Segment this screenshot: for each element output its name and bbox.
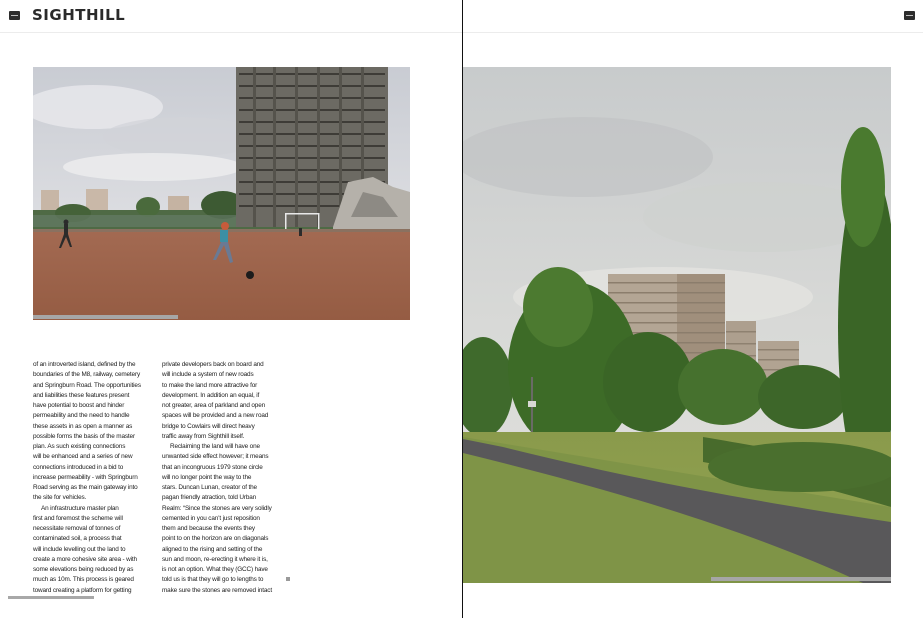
article-line: pagan friendly atraction, told Urban	[162, 494, 257, 502]
article-line: sun and moon, re-erecting it where it is,	[162, 555, 268, 563]
article-line: and Springburn Road. The opportunities	[33, 381, 141, 389]
article-line: unwanted side effect however; it means	[162, 453, 269, 461]
photo-caption-bar	[711, 577, 891, 581]
article-line: to make the land more attractive for	[162, 381, 258, 389]
article-line: Reclaiming the land will have one	[170, 443, 260, 450]
article-line: permeability and the need to handle	[33, 412, 130, 420]
article-line: boundaries of the M8, railway, cemetery	[33, 371, 140, 379]
article-line: will no longer point the way to the	[162, 473, 252, 481]
left-photo	[33, 67, 410, 320]
article-line: will include levelling out the land to	[33, 545, 126, 553]
article-line: plan. As such existing connections	[33, 443, 126, 450]
article-line: spaces will be provided and a new road	[162, 412, 269, 420]
article-line: bridge to Cowlairs will direct heavy	[162, 422, 255, 430]
article-line: An infrastructure master plan	[41, 504, 119, 512]
article-line: connections introduced in a bid to	[33, 463, 124, 471]
article-line: toward creating a platform for getting	[33, 586, 132, 594]
article-line: possible forms the basis of the master	[33, 432, 135, 440]
article-line: and liabilities these features present	[33, 391, 130, 399]
header-rule-right	[463, 32, 923, 33]
article-line: necessitate removal of tonnes of	[33, 525, 121, 532]
article-line: of an introverted island, defined by the	[33, 361, 136, 368]
article-line: increase permeability - with Springburn	[33, 473, 138, 481]
article-line: cemented in you can’t just reposition	[162, 514, 260, 522]
article-line: some elevations being reduced by as	[33, 566, 134, 573]
article-line: aligned to the rising and setting of the	[162, 545, 263, 553]
article-line: Road serving as the main gateway into	[33, 484, 138, 491]
section-title: SIGHTHILL	[32, 6, 126, 24]
header-rule-left	[0, 32, 462, 33]
section-marker-icon	[904, 11, 915, 20]
right-photo	[463, 67, 891, 583]
article-line: will include a system of new roads	[162, 371, 254, 379]
article-line: make sure the stones are removed intact	[162, 586, 272, 594]
article-line: private developers back on board and	[162, 361, 264, 368]
article-line: Realm: “Since the stones are very solidly	[162, 504, 272, 512]
article-line: contaminated soil, a process that	[33, 535, 122, 543]
article-line: is not an option. What they (GCC) have	[162, 566, 268, 573]
section-marker-icon	[9, 11, 20, 20]
article-line: the site for vehicles.	[33, 494, 87, 502]
article-line: told us is that they will go to lengths to	[162, 576, 264, 584]
article-line: point to on the horizon are on diagonals	[162, 535, 269, 543]
article-line: these assets in as open a manner as	[33, 422, 133, 430]
article-line: will be enhanced and a series of new	[33, 453, 133, 461]
photo-caption-bar	[33, 315, 178, 319]
article-line: create a more cohesive site area - with	[33, 555, 137, 563]
article-line: have potential to boost and hinder	[33, 402, 125, 409]
article-column-2	[162, 360, 280, 596]
article-line: traffic away from Sighthill itself.	[162, 432, 245, 440]
article-line: much as 10m. This process is geared	[33, 576, 134, 584]
article-line: stars. Duncan Lunan, creator of the	[162, 484, 257, 491]
continued-marker	[286, 577, 290, 581]
article-line: not greater, area of parkland and open	[162, 402, 266, 409]
article-column-1	[33, 360, 151, 596]
article-line: that an incongruous 1979 stone circle	[162, 463, 263, 471]
article-line: first and foremost the scheme will	[33, 514, 123, 522]
footer-rule	[8, 596, 94, 599]
article-line: development. In addition an equal, if	[162, 391, 260, 399]
article-line: them and because the events they	[162, 525, 255, 532]
